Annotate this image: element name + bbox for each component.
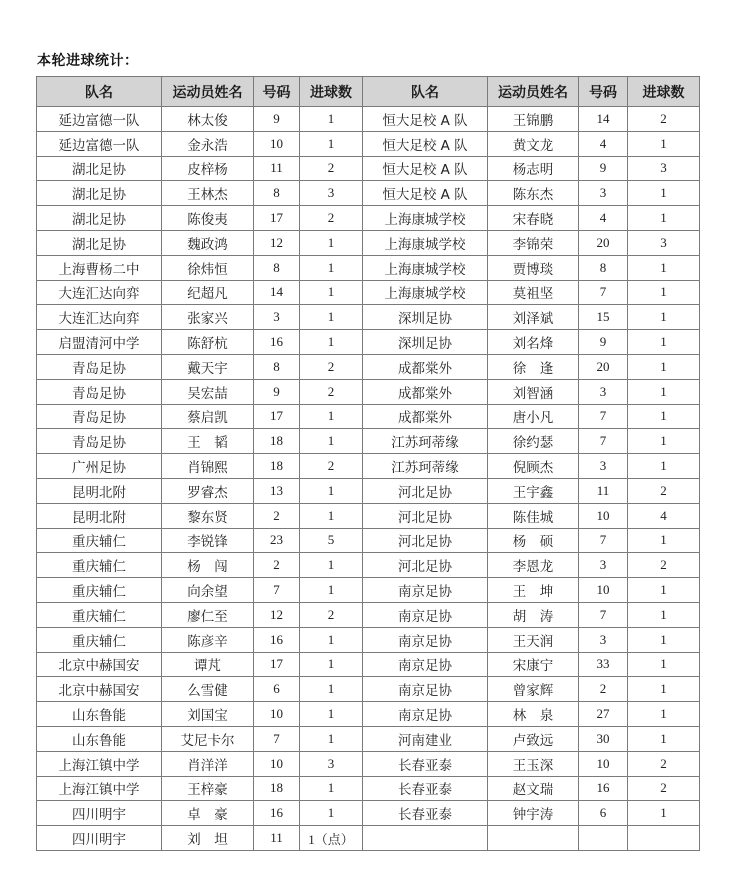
player-name: 金永浩 — [162, 131, 254, 156]
goal-count: 1 — [300, 726, 363, 751]
goal-count: 1 — [300, 478, 363, 503]
jersey-number: 11 — [254, 826, 300, 851]
header-team: 队名 — [37, 77, 162, 107]
team-name: 湖北足协 — [37, 181, 162, 206]
goal-count: 1 — [300, 578, 363, 603]
goal-count: 1 — [628, 652, 700, 677]
jersey-number: 30 — [579, 726, 628, 751]
team-name: 上海江镇中学 — [37, 776, 162, 801]
jersey-number: 10 — [254, 131, 300, 156]
goal-count: 1 — [300, 280, 363, 305]
goal-count: 2 — [628, 751, 700, 776]
team-name: 重庆辅仁 — [37, 528, 162, 553]
goal-count: 1 — [628, 702, 700, 727]
player-name: 王梓豪 — [162, 776, 254, 801]
player-name: 王锦鹏 — [488, 107, 579, 132]
table-row — [37, 528, 700, 553]
goal-count: 1 — [628, 305, 700, 330]
player-name: 谭芃 — [162, 652, 254, 677]
jersey-number: 12 — [254, 602, 300, 627]
player-name: 黄文龙 — [488, 131, 579, 156]
team-name: 重庆辅仁 — [37, 627, 162, 652]
header-player: 运动员姓名 — [488, 77, 579, 107]
goal-count: 1 — [628, 454, 700, 479]
goal-count: 3 — [628, 230, 700, 255]
goal-count: 3 — [628, 156, 700, 181]
team-name: 山东鲁能 — [37, 702, 162, 727]
table-row — [37, 156, 700, 181]
goal-count: 1 — [628, 578, 700, 603]
goal-count: 1 — [300, 255, 363, 280]
header-number: 号码 — [254, 77, 300, 107]
jersey-number: 6 — [254, 677, 300, 702]
player-name: 蔡启凯 — [162, 404, 254, 429]
team-name: 深圳足协 — [363, 330, 488, 355]
player-name: 林太俊 — [162, 107, 254, 132]
team-name: 长春亚泰 — [363, 751, 488, 776]
jersey-number: 8 — [254, 181, 300, 206]
table-row — [37, 107, 700, 132]
jersey-number: 3 — [579, 379, 628, 404]
jersey-number: 9 — [254, 107, 300, 132]
team-name: 四川明宇 — [37, 801, 162, 826]
table-row — [37, 280, 700, 305]
goal-count: 1 — [628, 429, 700, 454]
table-row — [37, 131, 700, 156]
goal-count: 2 — [628, 107, 700, 132]
team-name: 长春亚泰 — [363, 776, 488, 801]
jersey-number — [579, 826, 628, 851]
goal-count: 1 — [628, 354, 700, 379]
team-name: 南京足协 — [363, 602, 488, 627]
player-name: 刘 坦 — [162, 826, 254, 851]
jersey-number: 14 — [254, 280, 300, 305]
player-name: 王林杰 — [162, 181, 254, 206]
player-name: 戴天宇 — [162, 354, 254, 379]
goal-count: 1 — [628, 801, 700, 826]
goal-count: 2 — [300, 354, 363, 379]
jersey-number: 15 — [579, 305, 628, 330]
goal-count: 1 — [300, 677, 363, 702]
team-name: 湖北足协 — [37, 230, 162, 255]
header-player: 运动员姓名 — [162, 77, 254, 107]
team-name: 青岛足协 — [37, 429, 162, 454]
player-name: 杨 闯 — [162, 553, 254, 578]
player-name: 宋春晓 — [488, 206, 579, 231]
jersey-number: 11 — [579, 478, 628, 503]
player-name: 倪顾杰 — [488, 454, 579, 479]
jersey-number: 11 — [254, 156, 300, 181]
goal-count: 1 — [628, 404, 700, 429]
player-name: 钟宇涛 — [488, 801, 579, 826]
table-row — [37, 230, 700, 255]
goal-count: 3 — [300, 751, 363, 776]
jersey-number: 3 — [254, 305, 300, 330]
player-name: 廖仁至 — [162, 602, 254, 627]
goal-count: 1 — [628, 627, 700, 652]
jersey-number: 9 — [254, 379, 300, 404]
jersey-number: 2 — [254, 553, 300, 578]
player-name: 徐约瑟 — [488, 429, 579, 454]
player-name: 王 韬 — [162, 429, 254, 454]
goal-count: 1 — [300, 702, 363, 727]
jersey-number: 23 — [254, 528, 300, 553]
player-name: 刘智涵 — [488, 379, 579, 404]
jersey-number: 7 — [579, 280, 628, 305]
player-name: 艾尼卡尔 — [162, 726, 254, 751]
player-name: 杨志明 — [488, 156, 579, 181]
header-row — [37, 77, 700, 107]
table-row — [37, 330, 700, 355]
player-name: 陈彦辛 — [162, 627, 254, 652]
player-name: 徐炜恒 — [162, 255, 254, 280]
team-name: 江苏珂蒂缘 — [363, 429, 488, 454]
table-row — [37, 255, 700, 280]
goal-count: 1 — [300, 131, 363, 156]
jersey-number: 10 — [579, 578, 628, 603]
player-name: 吴宏喆 — [162, 379, 254, 404]
team-name: 湖北足协 — [37, 156, 162, 181]
goal-count: 1 — [300, 404, 363, 429]
goal-count: 1 — [628, 131, 700, 156]
player-name: 陈俊夷 — [162, 206, 254, 231]
team-name: 延边富德一队 — [37, 131, 162, 156]
table-row — [37, 627, 700, 652]
team-name: 上海康城学校 — [363, 230, 488, 255]
team-name: 河北足协 — [363, 478, 488, 503]
goal-count — [628, 826, 700, 851]
team-name: 上海康城学校 — [363, 280, 488, 305]
goal-count: 2 — [628, 478, 700, 503]
player-name — [488, 826, 579, 851]
team-name: 南京足协 — [363, 677, 488, 702]
goal-count: 4 — [628, 503, 700, 528]
player-name: 陈佳城 — [488, 503, 579, 528]
jersey-number: 10 — [579, 751, 628, 776]
page-title: 本轮进球统计： — [37, 53, 139, 69]
table-row — [37, 354, 700, 379]
goal-count: 1 — [300, 801, 363, 826]
team-name: 南京足协 — [363, 627, 488, 652]
goal-count: 2 — [628, 776, 700, 801]
goal-count: 2 — [628, 553, 700, 578]
team-name: 青岛足协 — [37, 379, 162, 404]
goal-count: 1 — [300, 305, 363, 330]
jersey-number: 3 — [579, 454, 628, 479]
team-name: 南京足协 — [363, 652, 488, 677]
goal-count: 1 — [300, 776, 363, 801]
player-name: 纪超凡 — [162, 280, 254, 305]
jersey-number: 8 — [254, 255, 300, 280]
team-name: 成都棠外 — [363, 379, 488, 404]
goal-count: 1 — [300, 107, 363, 132]
jersey-number: 6 — [579, 801, 628, 826]
goal-count: 1 — [628, 280, 700, 305]
player-name: 贾博琰 — [488, 255, 579, 280]
jersey-number: 7 — [579, 429, 628, 454]
player-name: 么雪健 — [162, 677, 254, 702]
team-name: 恒大足校 A 队 — [363, 107, 488, 132]
player-name: 陈东杰 — [488, 181, 579, 206]
team-name: 上海曹杨二中 — [37, 255, 162, 280]
jersey-number: 27 — [579, 702, 628, 727]
jersey-number: 12 — [254, 230, 300, 255]
jersey-number: 16 — [254, 801, 300, 826]
table-row — [37, 181, 700, 206]
goal-count: 1 — [300, 503, 363, 528]
player-name: 赵文瑞 — [488, 776, 579, 801]
table-row — [37, 478, 700, 503]
table-row — [37, 503, 700, 528]
player-name: 黎东贤 — [162, 503, 254, 528]
player-name: 刘名烽 — [488, 330, 579, 355]
goal-count: 2 — [300, 379, 363, 404]
player-name: 胡 涛 — [488, 602, 579, 627]
player-name: 魏政鸿 — [162, 230, 254, 255]
player-name: 莫祖坚 — [488, 280, 579, 305]
table-row — [37, 776, 700, 801]
jersey-number: 3 — [579, 553, 628, 578]
goal-count: 2 — [300, 156, 363, 181]
player-name: 王宇鑫 — [488, 478, 579, 503]
goal-count: 1 — [300, 652, 363, 677]
goal-stats-table — [36, 76, 700, 851]
team-name: 广州足协 — [37, 454, 162, 479]
goal-count: 1 — [300, 429, 363, 454]
team-name: 延边富德一队 — [37, 107, 162, 132]
jersey-number: 18 — [254, 454, 300, 479]
player-name: 唐小凡 — [488, 404, 579, 429]
player-name: 卢致远 — [488, 726, 579, 751]
player-name: 陈舒杭 — [162, 330, 254, 355]
goal-count: 1（点） — [300, 826, 363, 851]
goal-count: 2 — [300, 602, 363, 627]
jersey-number: 7 — [254, 726, 300, 751]
goal-count: 1 — [300, 330, 363, 355]
team-name: 青岛足协 — [37, 354, 162, 379]
table-row — [37, 602, 700, 627]
table-row — [37, 726, 700, 751]
player-name: 曾家辉 — [488, 677, 579, 702]
jersey-number: 16 — [254, 627, 300, 652]
goal-count: 1 — [628, 726, 700, 751]
jersey-number: 9 — [579, 156, 628, 181]
jersey-number: 4 — [579, 206, 628, 231]
jersey-number: 20 — [579, 230, 628, 255]
player-name: 李锦荣 — [488, 230, 579, 255]
player-name: 林 泉 — [488, 702, 579, 727]
player-name: 王天润 — [488, 627, 579, 652]
team-name: 启盟清河中学 — [37, 330, 162, 355]
jersey-number: 3 — [579, 181, 628, 206]
goal-count: 1 — [300, 230, 363, 255]
header-team: 队名 — [363, 77, 488, 107]
team-name: 重庆辅仁 — [37, 578, 162, 603]
team-name: 四川明宇 — [37, 826, 162, 851]
header-goals: 进球数 — [300, 77, 363, 107]
table-row — [37, 404, 700, 429]
jersey-number: 4 — [579, 131, 628, 156]
jersey-number: 8 — [579, 255, 628, 280]
player-name: 皮梓杨 — [162, 156, 254, 181]
team-name: 大连汇达向弈 — [37, 305, 162, 330]
team-name: 上海康城学校 — [363, 255, 488, 280]
table-row — [37, 578, 700, 603]
jersey-number: 7 — [579, 528, 628, 553]
team-name: 重庆辅仁 — [37, 602, 162, 627]
team-name: 南京足协 — [363, 702, 488, 727]
team-name: 昆明北附 — [37, 503, 162, 528]
team-name: 河北足协 — [363, 503, 488, 528]
team-name: 北京中赫国安 — [37, 677, 162, 702]
player-name: 王玉深 — [488, 751, 579, 776]
team-name: 南京足协 — [363, 578, 488, 603]
jersey-number: 7 — [579, 602, 628, 627]
jersey-number: 10 — [579, 503, 628, 528]
team-name: 重庆辅仁 — [37, 553, 162, 578]
table-body — [37, 107, 700, 851]
jersey-number: 13 — [254, 478, 300, 503]
team-name: 河南建业 — [363, 726, 488, 751]
team-name: 深圳足协 — [363, 305, 488, 330]
goal-count: 1 — [628, 528, 700, 553]
table-row — [37, 652, 700, 677]
table-row — [37, 429, 700, 454]
team-name — [363, 826, 488, 851]
table-row — [37, 206, 700, 231]
team-name: 青岛足协 — [37, 404, 162, 429]
jersey-number: 9 — [579, 330, 628, 355]
table-row — [37, 702, 700, 727]
team-name: 上海康城学校 — [363, 206, 488, 231]
goal-count: 3 — [300, 181, 363, 206]
player-name: 杨 硕 — [488, 528, 579, 553]
header-goals: 进球数 — [628, 77, 700, 107]
player-name: 王 坤 — [488, 578, 579, 603]
jersey-number: 16 — [254, 330, 300, 355]
player-name: 卓 豪 — [162, 801, 254, 826]
player-name: 宋康宁 — [488, 652, 579, 677]
team-name: 河北足协 — [363, 528, 488, 553]
team-name: 昆明北附 — [37, 478, 162, 503]
team-name: 恒大足校 A 队 — [363, 181, 488, 206]
team-name: 北京中赫国安 — [37, 652, 162, 677]
goal-count: 5 — [300, 528, 363, 553]
table-row — [37, 826, 700, 851]
goal-count: 1 — [628, 255, 700, 280]
jersey-number: 8 — [254, 354, 300, 379]
jersey-number: 10 — [254, 751, 300, 776]
jersey-number: 18 — [254, 429, 300, 454]
header-number: 号码 — [579, 77, 628, 107]
jersey-number: 20 — [579, 354, 628, 379]
jersey-number: 16 — [579, 776, 628, 801]
team-name: 成都棠外 — [363, 354, 488, 379]
table-row — [37, 454, 700, 479]
team-name: 河北足协 — [363, 553, 488, 578]
jersey-number: 33 — [579, 652, 628, 677]
player-name: 肖锦熙 — [162, 454, 254, 479]
table-row — [37, 379, 700, 404]
goal-count: 1 — [628, 206, 700, 231]
jersey-number: 2 — [579, 677, 628, 702]
team-name: 恒大足校 A 队 — [363, 156, 488, 181]
team-name: 湖北足协 — [37, 206, 162, 231]
team-name: 大连汇达向弈 — [37, 280, 162, 305]
player-name: 张家兴 — [162, 305, 254, 330]
player-name: 刘泽斌 — [488, 305, 579, 330]
goal-count: 1 — [628, 677, 700, 702]
player-name: 向余望 — [162, 578, 254, 603]
player-name: 刘国宝 — [162, 702, 254, 727]
table-row — [37, 801, 700, 826]
jersey-number: 17 — [254, 404, 300, 429]
team-name: 恒大足校 A 队 — [363, 131, 488, 156]
player-name: 李锐锋 — [162, 528, 254, 553]
team-name: 上海江镇中学 — [37, 751, 162, 776]
goal-count: 1 — [300, 553, 363, 578]
jersey-number: 17 — [254, 652, 300, 677]
goal-count: 1 — [300, 627, 363, 652]
jersey-number: 18 — [254, 776, 300, 801]
team-name: 成都棠外 — [363, 404, 488, 429]
jersey-number: 2 — [254, 503, 300, 528]
player-name: 李恩龙 — [488, 553, 579, 578]
player-name: 肖洋洋 — [162, 751, 254, 776]
jersey-number: 3 — [579, 627, 628, 652]
goal-count: 1 — [628, 602, 700, 627]
jersey-number: 7 — [254, 578, 300, 603]
team-name: 长春亚泰 — [363, 801, 488, 826]
goal-count: 1 — [628, 330, 700, 355]
goal-count: 2 — [300, 454, 363, 479]
table-row — [37, 677, 700, 702]
team-name: 山东鲁能 — [37, 726, 162, 751]
jersey-number: 7 — [579, 404, 628, 429]
player-name: 罗睿杰 — [162, 478, 254, 503]
goal-count: 1 — [628, 181, 700, 206]
goal-count: 2 — [300, 206, 363, 231]
jersey-number: 10 — [254, 702, 300, 727]
jersey-number: 17 — [254, 206, 300, 231]
player-name: 徐 逢 — [488, 354, 579, 379]
table-row — [37, 305, 700, 330]
goal-count: 1 — [628, 379, 700, 404]
table-row — [37, 751, 700, 776]
table-row — [37, 553, 700, 578]
jersey-number: 14 — [579, 107, 628, 132]
team-name: 江苏珂蒂缘 — [363, 454, 488, 479]
